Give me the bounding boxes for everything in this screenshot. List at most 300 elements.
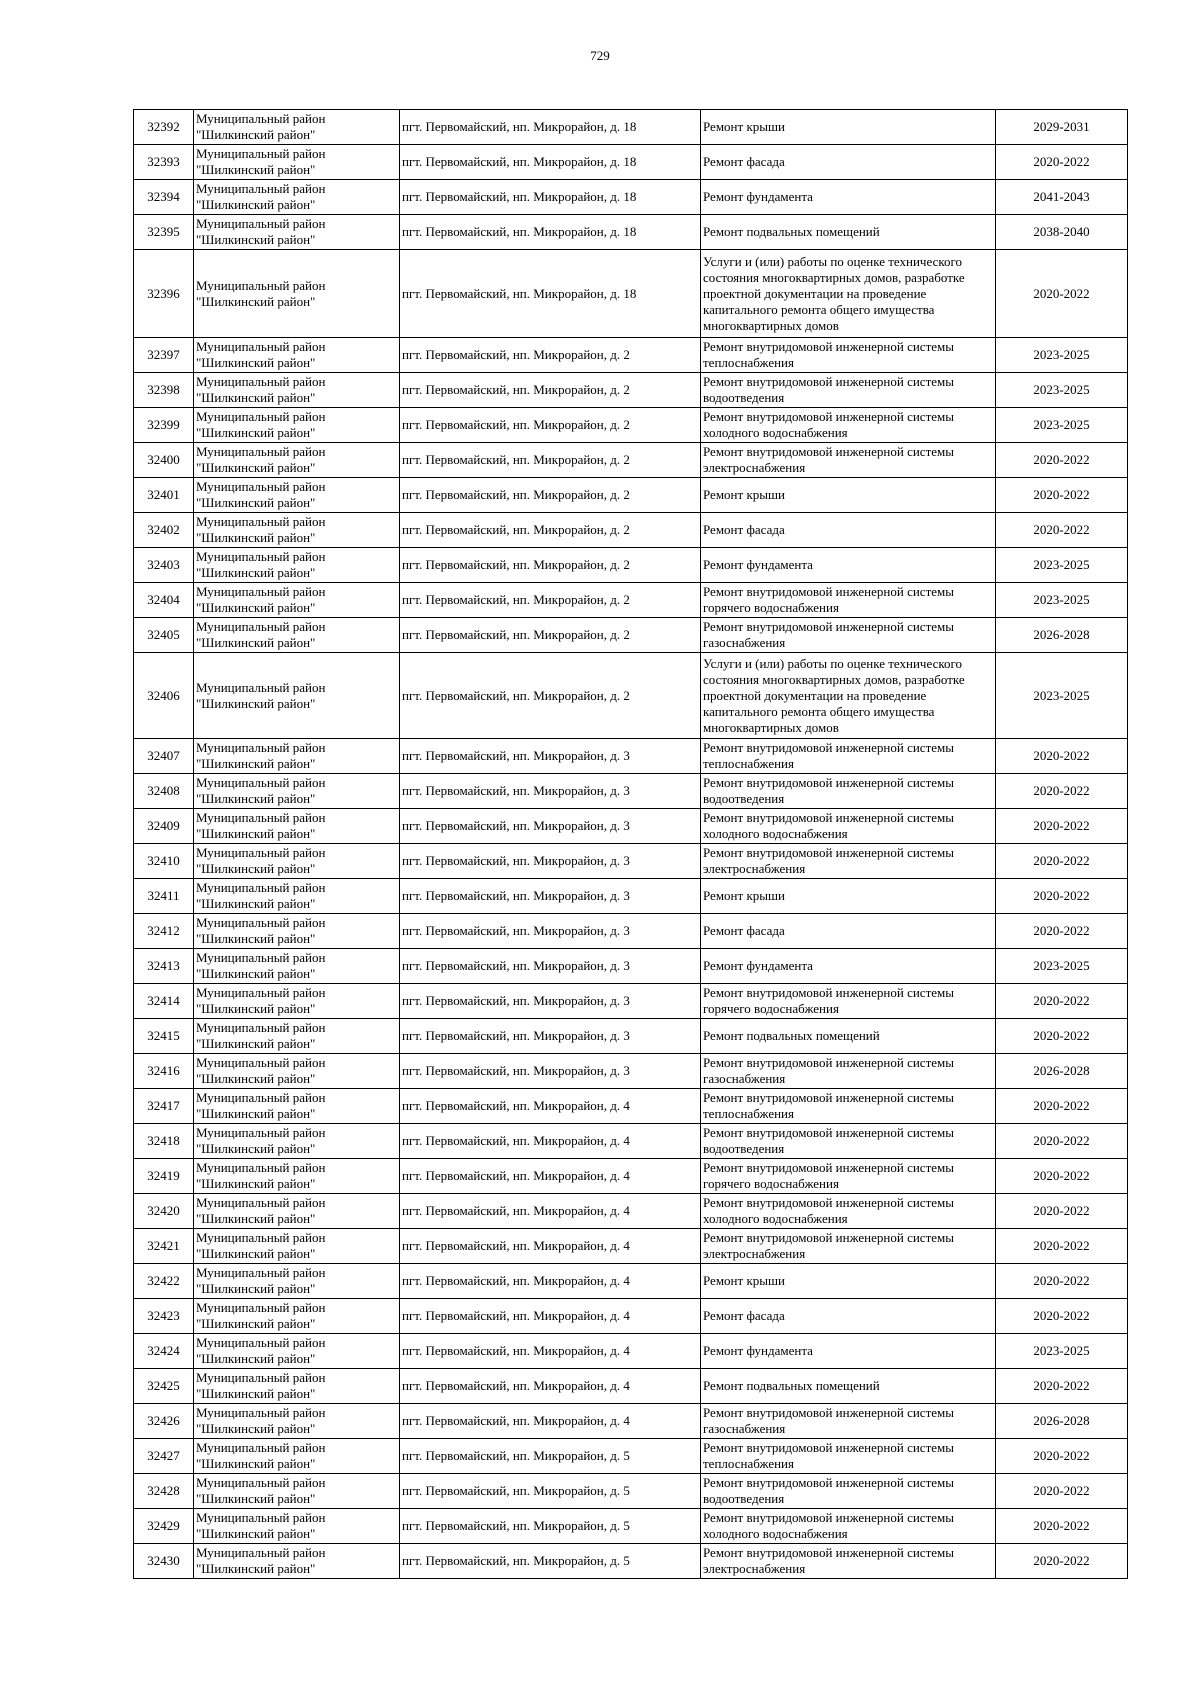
period-cell: 2038-2040 [996, 215, 1128, 250]
work-type-cell-line: Ремонт фасада [703, 1308, 785, 1323]
district-cell [194, 513, 400, 548]
period-cell: 2020-2022 [996, 250, 1128, 338]
work-type-cell [701, 1509, 996, 1544]
work-type-cell-line: горячего водоснабжения [703, 600, 839, 615]
table-row [134, 1194, 1128, 1229]
district-cell-line: Муниципальный район [196, 374, 326, 389]
work-type-cell-line: холодного водоснабжения [703, 1211, 848, 1226]
address-cell: пгт. Первомайский, нп. Микрорайон, д. 2 [400, 478, 701, 513]
district-cell [194, 618, 400, 653]
address-cell: пгт. Первомайский, нп. Микрорайон, д. 2 [400, 338, 701, 373]
work-type-cell-line: Ремонт внутридомовой инженерной системы [703, 810, 954, 825]
work-type-cell-line: Ремонт подвальных помещений [703, 1378, 880, 1393]
address-cell: пгт. Первомайский, нп. Микрорайон, д. 3 [400, 1054, 701, 1089]
work-type-cell [701, 1544, 996, 1579]
row-number-cell: 32429 [134, 1509, 194, 1544]
work-type-cell [701, 1159, 996, 1194]
work-type-cell-line: газоснабжения [703, 635, 786, 650]
address-cell: пгт. Первомайский, нп. Микрорайон, д. 5 [400, 1474, 701, 1509]
work-type-cell [701, 1369, 996, 1404]
table-row [134, 618, 1128, 653]
work-type-cell [701, 478, 996, 513]
period-cell: 2020-2022 [996, 1299, 1128, 1334]
period-cell: 2029-2031 [996, 110, 1128, 145]
table-row [134, 1229, 1128, 1264]
district-cell-line: "Шилкинский район" [196, 495, 316, 510]
work-type-cell-line: проектной документации на проведение [703, 285, 927, 301]
table-row [134, 408, 1128, 443]
address-cell: пгт. Первомайский, нп. Микрорайон, д. 2 [400, 408, 701, 443]
work-type-cell-line: многоквартирных домов [703, 719, 839, 735]
row-number-cell: 32410 [134, 844, 194, 879]
district-cell [194, 1474, 400, 1509]
work-type-cell-line: Ремонт подвальных помещений [703, 1028, 880, 1043]
work-type-cell [701, 1089, 996, 1124]
district-cell-line: Муниципальный район [196, 146, 326, 161]
work-type-cell [701, 879, 996, 914]
work-type-cell-line: водоотведения [703, 1491, 785, 1506]
work-type-cell-line: газоснабжения [703, 1421, 786, 1436]
work-type-cell [701, 548, 996, 583]
address-cell: пгт. Первомайский, нп. Микрорайон, д. 4 [400, 1229, 701, 1264]
row-number-cell: 32421 [134, 1229, 194, 1264]
address-cell: пгт. Первомайский, нп. Микрорайон, д. 4 [400, 1194, 701, 1229]
district-cell-line: Муниципальный район [196, 409, 326, 424]
address-cell: пгт. Первомайский, нп. Микрорайон, д. 3 [400, 949, 701, 984]
district-cell [194, 408, 400, 443]
district-cell [194, 1299, 400, 1334]
district-cell-line: Муниципальный район [196, 810, 326, 825]
table-row [134, 250, 1128, 338]
work-type-cell [701, 618, 996, 653]
row-number-cell: 32402 [134, 513, 194, 548]
district-cell-line: Муниципальный район [196, 549, 326, 564]
address-cell: пгт. Первомайский, нп. Микрорайон, д. 4 [400, 1159, 701, 1194]
row-number-cell: 32419 [134, 1159, 194, 1194]
period-cell: 2020-2022 [996, 739, 1128, 774]
work-type-cell-line: состояния многоквартирных домов, разработке [703, 671, 965, 687]
district-cell-line: "Шилкинский район" [196, 425, 316, 440]
row-number-cell: 32411 [134, 879, 194, 914]
address-cell: пгт. Первомайский, нп. Микрорайон, д. 4 [400, 1369, 701, 1404]
period-cell: 2023-2025 [996, 583, 1128, 618]
row-number-cell: 32413 [134, 949, 194, 984]
address-cell: пгт. Первомайский, нп. Микрорайон, д. 2 [400, 583, 701, 618]
work-type-cell-line: Ремонт внутридомовой инженерной системы [703, 845, 954, 860]
district-cell-line: Муниципальный район [196, 584, 326, 599]
period-cell: 2020-2022 [996, 879, 1128, 914]
repair-schedule-table [133, 109, 1128, 1579]
address-cell: пгт. Первомайский, нп. Микрорайон, д. 2 [400, 513, 701, 548]
table-row [134, 1299, 1128, 1334]
work-type-cell-line: Ремонт крыши [703, 487, 785, 502]
row-number-cell: 32407 [134, 739, 194, 774]
district-cell-line: "Шилкинский район" [196, 293, 316, 309]
work-type-cell-line: электроснабжения [703, 861, 806, 876]
district-cell-line: "Шилкинский район" [196, 1246, 316, 1261]
row-number-cell: 32399 [134, 408, 194, 443]
district-cell-line: "Шилкинский район" [196, 530, 316, 545]
district-cell-line: Муниципальный район [196, 1335, 326, 1350]
district-cell-line: Муниципальный район [196, 479, 326, 494]
district-cell-line: "Шилкинский район" [196, 791, 316, 806]
work-type-cell [701, 408, 996, 443]
row-number-cell: 32394 [134, 180, 194, 215]
table-row [134, 1019, 1128, 1054]
district-cell-line: "Шилкинский район" [196, 1421, 316, 1436]
table-row [134, 583, 1128, 618]
district-cell-line: Муниципальный район [196, 1475, 326, 1490]
work-type-cell-line: Ремонт внутридомовой инженерной системы [703, 1475, 954, 1490]
work-type-cell [701, 774, 996, 809]
table-row [134, 513, 1128, 548]
district-cell-line: "Шилкинский район" [196, 1001, 316, 1016]
district-cell-line: Муниципальный район [196, 1405, 326, 1420]
district-cell-line: Муниципальный район [196, 915, 326, 930]
table-row [134, 739, 1128, 774]
district-cell-line: Муниципальный район [196, 444, 326, 459]
period-cell: 2020-2022 [996, 984, 1128, 1019]
row-number-cell: 32414 [134, 984, 194, 1019]
work-type-cell [701, 1194, 996, 1229]
work-type-cell [701, 1019, 996, 1054]
address-cell: пгт. Первомайский, нп. Микрорайон, д. 4 [400, 1264, 701, 1299]
district-cell-line: "Шилкинский район" [196, 1176, 316, 1191]
period-cell: 2020-2022 [996, 809, 1128, 844]
row-number-cell: 32422 [134, 1264, 194, 1299]
period-cell: 2023-2025 [996, 408, 1128, 443]
work-type-cell-line: теплоснабжения [703, 1106, 794, 1121]
row-number-cell: 32420 [134, 1194, 194, 1229]
work-type-cell [701, 443, 996, 478]
district-cell [194, 338, 400, 373]
work-type-cell-line: Ремонт внутридомовой инженерной системы [703, 1545, 954, 1560]
district-cell [194, 1159, 400, 1194]
district-cell-line: "Шилкинский район" [196, 1036, 316, 1051]
district-cell-line: Муниципальный район [196, 339, 326, 354]
district-cell [194, 879, 400, 914]
row-number-cell: 32396 [134, 250, 194, 338]
table-row [134, 949, 1128, 984]
district-cell-line: "Шилкинский район" [196, 1491, 316, 1506]
table-row [134, 653, 1128, 739]
table-row [134, 984, 1128, 1019]
address-cell: пгт. Первомайский, нп. Микрорайон, д. 2 [400, 618, 701, 653]
period-cell: 2020-2022 [996, 1439, 1128, 1474]
district-cell-line: Муниципальный район [196, 1370, 326, 1385]
period-cell: 2026-2028 [996, 618, 1128, 653]
period-cell: 2020-2022 [996, 1194, 1128, 1229]
work-type-cell-line: Ремонт внутридомовой инженерной системы [703, 1125, 954, 1140]
district-cell [194, 373, 400, 408]
table-row [134, 844, 1128, 879]
row-number-cell: 32416 [134, 1054, 194, 1089]
address-cell: пгт. Первомайский, нп. Микрорайон, д. 4 [400, 1334, 701, 1369]
work-type-cell-line: состояния многоквартирных домов, разработке [703, 269, 965, 285]
table-row [134, 548, 1128, 583]
work-type-cell [701, 1124, 996, 1159]
district-cell-line: Муниципальный район [196, 1055, 326, 1070]
period-cell: 2020-2022 [996, 513, 1128, 548]
work-type-cell-line: теплоснабжения [703, 756, 794, 771]
period-cell: 2020-2022 [996, 145, 1128, 180]
work-type-cell [701, 984, 996, 1019]
table-row [134, 1544, 1128, 1579]
work-type-cell-line: Ремонт внутридомовой инженерной системы [703, 1510, 954, 1525]
address-cell: пгт. Первомайский, нп. Микрорайон, д. 3 [400, 914, 701, 949]
row-number-cell: 32408 [134, 774, 194, 809]
district-cell [194, 1019, 400, 1054]
district-cell-line: "Шилкинский район" [196, 1456, 316, 1471]
work-type-cell-line: Ремонт внутридомовой инженерной системы [703, 775, 954, 790]
address-cell: пгт. Первомайский, нп. Микрорайон, д. 18 [400, 180, 701, 215]
district-cell-line: "Шилкинский район" [196, 1386, 316, 1401]
district-cell-line: "Шилкинский район" [196, 1316, 316, 1331]
work-type-cell-line: Ремонт фундамента [703, 557, 813, 572]
table-row [134, 478, 1128, 513]
work-type-cell [701, 250, 996, 338]
page-number: 729 [590, 48, 610, 63]
table-row [134, 1089, 1128, 1124]
row-number-cell: 32398 [134, 373, 194, 408]
work-type-cell-line: Ремонт фасада [703, 923, 785, 938]
table-row [134, 145, 1128, 180]
address-cell: пгт. Первомайский, нп. Микрорайон, д. 4 [400, 1299, 701, 1334]
work-type-cell-line: электроснабжения [703, 460, 806, 475]
district-cell-line: "Шилкинский район" [196, 1211, 316, 1226]
work-type-cell [701, 1299, 996, 1334]
period-cell: 2020-2022 [996, 1544, 1128, 1579]
work-type-cell-line: Ремонт крыши [703, 1273, 785, 1288]
work-type-cell-line: Ремонт внутридомовой инженерной системы [703, 1160, 954, 1175]
table-row [134, 1369, 1128, 1404]
work-type-cell [701, 739, 996, 774]
table-row [134, 1474, 1128, 1509]
work-type-cell-line: Ремонт фундамента [703, 1343, 813, 1358]
district-cell-line: "Шилкинский район" [196, 460, 316, 475]
work-type-cell-line: электроснабжения [703, 1561, 806, 1576]
district-cell-line: "Шилкинский район" [196, 197, 316, 212]
table-row [134, 1509, 1128, 1544]
period-cell: 2020-2022 [996, 1159, 1128, 1194]
district-cell-line: "Шилкинский район" [196, 600, 316, 615]
row-number-cell: 32418 [134, 1124, 194, 1159]
district-cell-line: "Шилкинский район" [196, 896, 316, 911]
work-type-cell-line: капитального ремонта общего имущества [703, 703, 935, 719]
address-cell: пгт. Первомайский, нп. Микрорайон, д. 3 [400, 809, 701, 844]
table-row [134, 1124, 1128, 1159]
district-cell [194, 548, 400, 583]
district-cell-line: Муниципальный район [196, 775, 326, 790]
work-type-cell [701, 583, 996, 618]
district-cell-line: Муниципальный район [196, 845, 326, 860]
district-cell-line: Муниципальный район [196, 1195, 326, 1210]
work-type-cell [701, 513, 996, 548]
period-cell: 2020-2022 [996, 1509, 1128, 1544]
table-row [134, 110, 1128, 145]
work-type-cell-line: проектной документации на проведение [703, 687, 927, 703]
district-cell [194, 110, 400, 145]
work-type-cell-line: Ремонт внутридомовой инженерной системы [703, 740, 954, 755]
district-cell-line: Муниципальный район [196, 111, 326, 126]
district-cell-line: Муниципальный район [196, 1510, 326, 1525]
district-cell-line: "Шилкинский район" [196, 390, 316, 405]
work-type-cell-line: Ремонт внутридомовой инженерной системы [703, 1405, 954, 1420]
work-type-cell [701, 1404, 996, 1439]
district-cell [194, 739, 400, 774]
work-type-cell-line: Ремонт внутридомовой инженерной системы [703, 1195, 954, 1210]
row-number-cell: 32430 [134, 1544, 194, 1579]
district-cell-line: Муниципальный район [196, 679, 326, 695]
work-type-cell-line: теплоснабжения [703, 355, 794, 370]
district-cell-line: "Шилкинский район" [196, 162, 316, 177]
work-type-cell-line: горячего водоснабжения [703, 1001, 839, 1016]
address-cell: пгт. Первомайский, нп. Микрорайон, д. 4 [400, 1124, 701, 1159]
row-number-cell: 32426 [134, 1404, 194, 1439]
period-cell: 2023-2025 [996, 949, 1128, 984]
district-cell-line: Муниципальный район [196, 740, 326, 755]
work-type-cell-line: Ремонт внутридомовой инженерной системы [703, 1090, 954, 1105]
work-type-cell-line: водоотведения [703, 1141, 785, 1156]
work-type-cell-line: теплоснабжения [703, 1456, 794, 1471]
work-type-cell-line: Ремонт внутридомовой инженерной системы [703, 985, 954, 1000]
period-cell: 2020-2022 [996, 1089, 1128, 1124]
district-cell-line: "Шилкинский район" [196, 756, 316, 771]
table-row [134, 879, 1128, 914]
row-number-cell: 32397 [134, 338, 194, 373]
period-cell: 2023-2025 [996, 548, 1128, 583]
work-type-cell-line: Ремонт внутридомовой инженерной системы [703, 619, 954, 634]
district-cell [194, 774, 400, 809]
district-cell-line: "Шилкинский район" [196, 966, 316, 981]
work-type-cell [701, 1439, 996, 1474]
district-cell-line: Муниципальный район [196, 1090, 326, 1105]
period-cell: 2020-2022 [996, 1369, 1128, 1404]
district-cell [194, 1229, 400, 1264]
district-cell [194, 1544, 400, 1579]
work-type-cell [701, 914, 996, 949]
work-type-cell-line: Ремонт внутридомовой инженерной системы [703, 1440, 954, 1455]
row-number-cell: 32400 [134, 443, 194, 478]
district-cell-line: Муниципальный район [196, 277, 326, 293]
district-cell-line: Муниципальный район [196, 1545, 326, 1560]
period-cell: 2020-2022 [996, 1019, 1128, 1054]
work-type-cell [701, 1054, 996, 1089]
work-type-cell-line: Ремонт внутридомовой инженерной системы [703, 1055, 954, 1070]
district-cell-line: "Шилкинский район" [196, 1281, 316, 1296]
work-type-cell [701, 653, 996, 739]
district-cell [194, 1264, 400, 1299]
address-cell: пгт. Первомайский, нп. Микрорайон, д. 18 [400, 250, 701, 338]
address-cell: пгт. Первомайский, нп. Микрорайон, д. 4 [400, 1089, 701, 1124]
district-cell-line: "Шилкинский район" [196, 232, 316, 247]
table-row [134, 180, 1128, 215]
district-cell-line: Муниципальный район [196, 1440, 326, 1455]
district-cell [194, 443, 400, 478]
district-cell [194, 1404, 400, 1439]
address-cell: пгт. Первомайский, нп. Микрорайон, д. 3 [400, 844, 701, 879]
district-cell [194, 215, 400, 250]
period-cell: 2023-2025 [996, 373, 1128, 408]
work-type-cell [701, 809, 996, 844]
row-number-cell: 32403 [134, 548, 194, 583]
period-cell: 2020-2022 [996, 478, 1128, 513]
district-cell-line: Муниципальный район [196, 181, 326, 196]
table-row [134, 215, 1128, 250]
district-cell-line: Муниципальный район [196, 1160, 326, 1175]
district-cell [194, 844, 400, 879]
period-cell: 2023-2025 [996, 1334, 1128, 1369]
district-cell [194, 809, 400, 844]
period-cell: 2026-2028 [996, 1404, 1128, 1439]
district-cell-line: Муниципальный район [196, 880, 326, 895]
work-type-cell [701, 215, 996, 250]
address-cell: пгт. Первомайский, нп. Микрорайон, д. 3 [400, 774, 701, 809]
district-cell [194, 583, 400, 618]
work-type-cell [701, 949, 996, 984]
district-cell [194, 1509, 400, 1544]
table-body [134, 110, 1128, 1579]
address-cell: пгт. Первомайский, нп. Микрорайон, д. 18 [400, 110, 701, 145]
work-type-cell [701, 1229, 996, 1264]
table-row [134, 338, 1128, 373]
district-cell-line: Муниципальный район [196, 514, 326, 529]
work-type-cell-line: Ремонт внутридомовой инженерной системы [703, 374, 954, 389]
district-cell [194, 1054, 400, 1089]
work-type-cell-line: Ремонт фундамента [703, 958, 813, 973]
work-type-cell-line: Ремонт фундамента [703, 189, 813, 204]
row-number-cell: 32395 [134, 215, 194, 250]
work-type-cell-line: Ремонт подвальных помещений [703, 224, 880, 239]
district-cell-line: Муниципальный район [196, 1020, 326, 1035]
address-cell: пгт. Первомайский, нп. Микрорайон, д. 3 [400, 879, 701, 914]
row-number-cell: 32405 [134, 618, 194, 653]
period-cell: 2020-2022 [996, 1229, 1128, 1264]
row-number-cell: 32404 [134, 583, 194, 618]
row-number-cell: 32412 [134, 914, 194, 949]
work-type-cell-line: многоквартирных домов [703, 317, 839, 333]
table-row [134, 1439, 1128, 1474]
district-cell-line: Муниципальный район [196, 216, 326, 231]
work-type-cell-line: холодного водоснабжения [703, 425, 848, 440]
district-cell [194, 478, 400, 513]
address-cell: пгт. Первомайский, нп. Микрорайон, д. 18 [400, 145, 701, 180]
work-type-cell-line: Ремонт внутридомовой инженерной системы [703, 584, 954, 599]
district-cell [194, 1194, 400, 1229]
district-cell [194, 1369, 400, 1404]
table-row [134, 1404, 1128, 1439]
table-row [134, 443, 1128, 478]
row-number-cell: 32425 [134, 1369, 194, 1404]
district-cell-line: "Шилкинский район" [196, 1071, 316, 1086]
address-cell: пгт. Первомайский, нп. Микрорайон, д. 2 [400, 548, 701, 583]
row-number-cell: 32406 [134, 653, 194, 739]
address-cell: пгт. Первомайский, нп. Микрорайон, д. 3 [400, 984, 701, 1019]
district-cell [194, 984, 400, 1019]
table-row [134, 373, 1128, 408]
row-number-cell: 32392 [134, 110, 194, 145]
address-cell: пгт. Первомайский, нп. Микрорайон, д. 2 [400, 373, 701, 408]
period-cell: 2026-2028 [996, 1054, 1128, 1089]
work-type-cell [701, 1264, 996, 1299]
table-row [134, 1159, 1128, 1194]
address-cell: пгт. Первомайский, нп. Микрорайон, д. 3 [400, 739, 701, 774]
work-type-cell-line: Ремонт внутридомовой инженерной системы [703, 339, 954, 354]
district-cell-line: Муниципальный район [196, 1125, 326, 1140]
table-row [134, 1334, 1128, 1369]
period-cell: 2020-2022 [996, 443, 1128, 478]
period-cell: 2020-2022 [996, 914, 1128, 949]
